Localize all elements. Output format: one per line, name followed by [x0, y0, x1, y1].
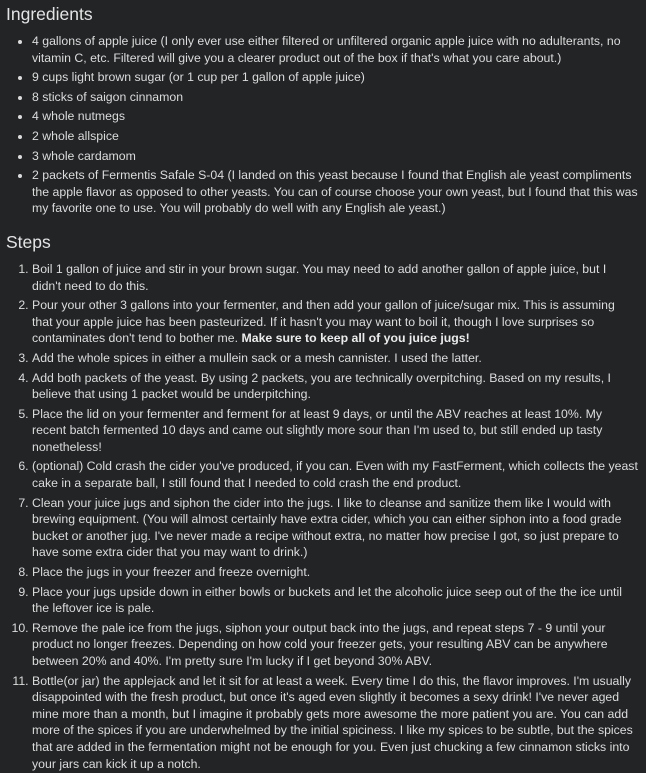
ingredients-list: [6, 33, 638, 217]
step-text: Add both packets of the yeast. By using 2 packets, you are technically overpitching. Based on my results, I believe that using 1 packet would be underpitching.: [32, 370, 611, 402]
step-item: [32, 458, 638, 491]
step-item: [32, 406, 638, 456]
step-item: [32, 261, 638, 294]
ingredients-heading: Ingredients: [6, 4, 93, 24]
step-text: Boil 1 gallon of juice and stir in your brown sugar. You may need to add another gallon of apple juice, but I didn't need to do this.: [32, 261, 607, 293]
step-item: [32, 297, 638, 347]
list-item: • 3 whole cardamom: [32, 148, 638, 165]
list-item: • 2 packets of Fermentis Safale S-04 (I landed on this yeast because I found that English ale yeast compliments the apple flavor as opposed to other yeasts. You can of course choose your own yeast, but I found that this was my favorite one to use. You will probably do well with any English ale yeast.): [32, 167, 638, 217]
step-item: [32, 370, 638, 403]
step-text: Place the jugs in your freezer and freeze overnight.: [32, 565, 311, 580]
list-item: • 9 cups light brown sugar (or 1 cup per 1 gallon of apple juice): [32, 69, 638, 86]
step-text: Pour your other 3 gallons into your fermenter, and then add your gallon of juice/sugar mix. This is assuming that your apple juice has been pasteurized. If it hasn't you may want to boil it, though I love surprises so contaminates don't tend to bother me.: [32, 298, 615, 346]
step-text: Add the whole spices in either a mullein sack or a mesh cannister. I used the latter.: [32, 350, 482, 365]
step-text: Bottle(or jar) the applejack and let it sit for at least a week. Every time I do this, the flavor improves. I'm usually disappointed with the fresh product, but once it's aged even slightly it becomes a sexy drink! I've never aged mine more than a month, but I imagine it probably gets more awesome the more patient you are. You can add more of the spices if you are underwhelmed by the initial spiciness. I like my spices to be subtle, but the spices that are added in the fermentation might not be enough for you. Even just chucking a few cinnamon sticks into your jars can kick it up a notch.: [32, 673, 633, 771]
step-item: [32, 673, 638, 773]
step-text: Clean your juice jugs and siphon the cider into the jugs. I like to cleanse and sanitize them like I would with brewing equipment. (You will almost certainly have extra cider, which you can either siphon into a food grade bucket or another jug. I've never made a recipe without extra, no matter how precise I got, so just prepare to have some extra cider that you may want to drink.): [32, 495, 622, 560]
step-item: [32, 564, 638, 581]
step-emphasis: Make sure to keep all of you juice jugs!: [241, 331, 470, 346]
step-item: [32, 620, 638, 670]
step-text: Place the lid on your fermenter and ferment for at least 9 days, or until the ABV reaches at least 10%. My recent batch fermented 10 days and came out slightly more sour than I'm used to, but still ended up tasty nonetheless!: [32, 406, 603, 454]
list-item: • 4 gallons of apple juice (I only ever use either filtered or unfiltered organic apple juice with no adulterants, no vitamin C, etc. Filtered will give you a clearer product out of the box if that's what you care about.): [32, 33, 638, 66]
steps-heading: Steps: [6, 231, 51, 252]
list-item: • 2 whole allspice: [32, 128, 638, 145]
step-text: Remove the pale ice from the jugs, siphon your output back into the jugs, and repeat steps 7 - 9 until your product no longer freezes. Depending on how cold your freezer gets, your resulting ABV can be anywhere between 20% and 40%. I'm pretty sure I'm lucky if I get beyond 30% ABV.: [32, 620, 608, 668]
step-item: [32, 584, 638, 617]
steps-list: [6, 261, 638, 772]
list-item: • 4 whole nutmegs: [32, 108, 638, 125]
step-text: Place your jugs upside down in either bowls or buckets and let the alcoholic juice seep out of the the ice until the leftover ice is pale.: [32, 584, 622, 616]
step-item: [32, 350, 638, 367]
step-text: (optional) Cold crash the cider you've produced, if you can. Even with my FastFerment, which collects the yeast cake in a separate ball, I still found that I needed to cold crash the end product.: [32, 459, 638, 491]
list-item: • 8 sticks of saigon cinnamon: [32, 89, 638, 106]
step-item: [32, 495, 638, 561]
